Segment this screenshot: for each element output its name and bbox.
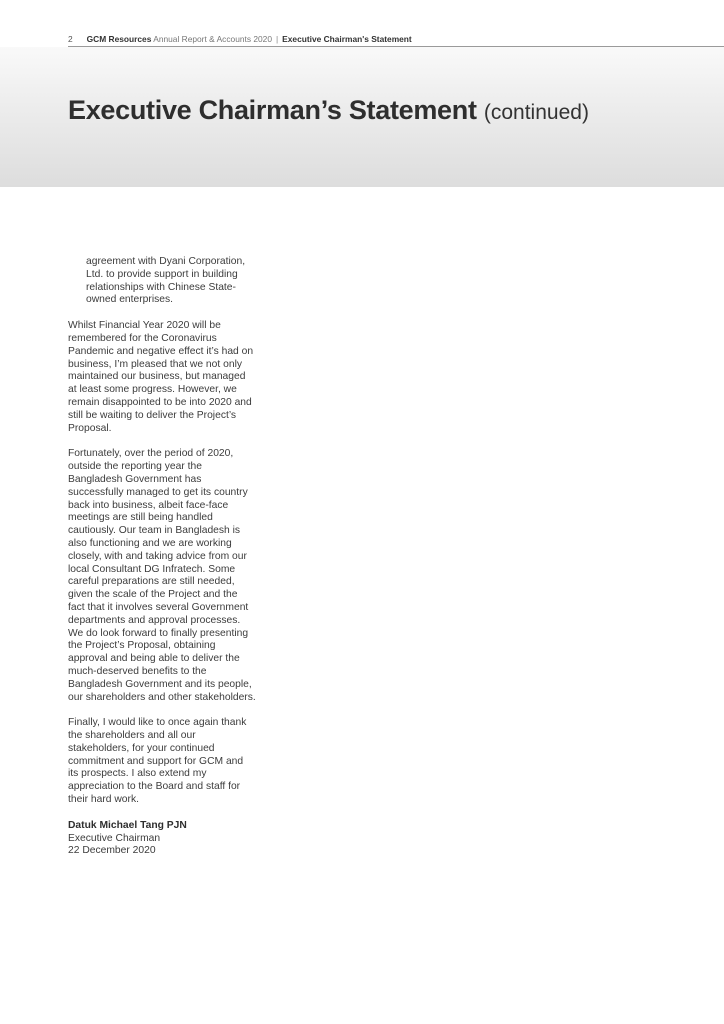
page-title-suffix: (continued) xyxy=(483,101,589,124)
paragraph-financial-year: Whilst Financial Year 2020 will be remembered for the Coronavirus Pandemic and negative effect it’s had on business, I’m pleased that we not only maintained our business, but managed at least some progress. However, we remain disappointed to be into 2020 and still be waiting to deliver the Project’s Proposal. xyxy=(68,320,254,434)
paragraph-finally: Finally, I would like to once again thank the shareholders and all our stakeholders, for your continued commitment and support for GCM and its prospects. I also extend my appreciation to the Board and staff for their hard work. xyxy=(68,717,247,806)
statement-body xyxy=(68,256,256,858)
running-header xyxy=(68,33,724,45)
company-name: GCM Resources xyxy=(86,34,152,44)
bullet-continuation: agreement with Dyani Corporation, Ltd. to provide support in building relationships with Chinese State-owned enterprises. xyxy=(86,256,246,306)
page-number: 2 xyxy=(68,34,73,44)
report-name: Annual Report & Accounts 2020 xyxy=(153,34,272,44)
section-name: Executive Chairman's Statement xyxy=(282,34,412,44)
page-title xyxy=(68,94,589,129)
signatory-role: Executive Chairman xyxy=(68,832,161,844)
header-separator: | xyxy=(275,34,279,44)
signatory-name: Datuk Michael Tang PJN xyxy=(68,819,187,831)
paragraph-fortunately: Fortunately, over the period of 2020, outside the reporting year the Bangladesh Government has successfully managed to get its country back into business, albeit face-face meetings are still being handled cautiously. Our team in Bangladesh is also functioning and we are working closely, with and taking advice from our local Consultant DG Infratech. Some careful preparations are still needed, given the scale of the Project and the fact that it involves several Government departments and approval processes. We do look forward to finally presenting the Project’s Proposal, obtaining approval and being able to deliver the much-deserved benefits to the Bangladesh Government and its people, our shareholders and other stakeholders. xyxy=(68,448,256,703)
signature-date: 22 December 2020 xyxy=(68,845,156,857)
page-title-main: Executive Chairman’s Statement xyxy=(68,95,477,125)
signature-block xyxy=(68,820,256,858)
